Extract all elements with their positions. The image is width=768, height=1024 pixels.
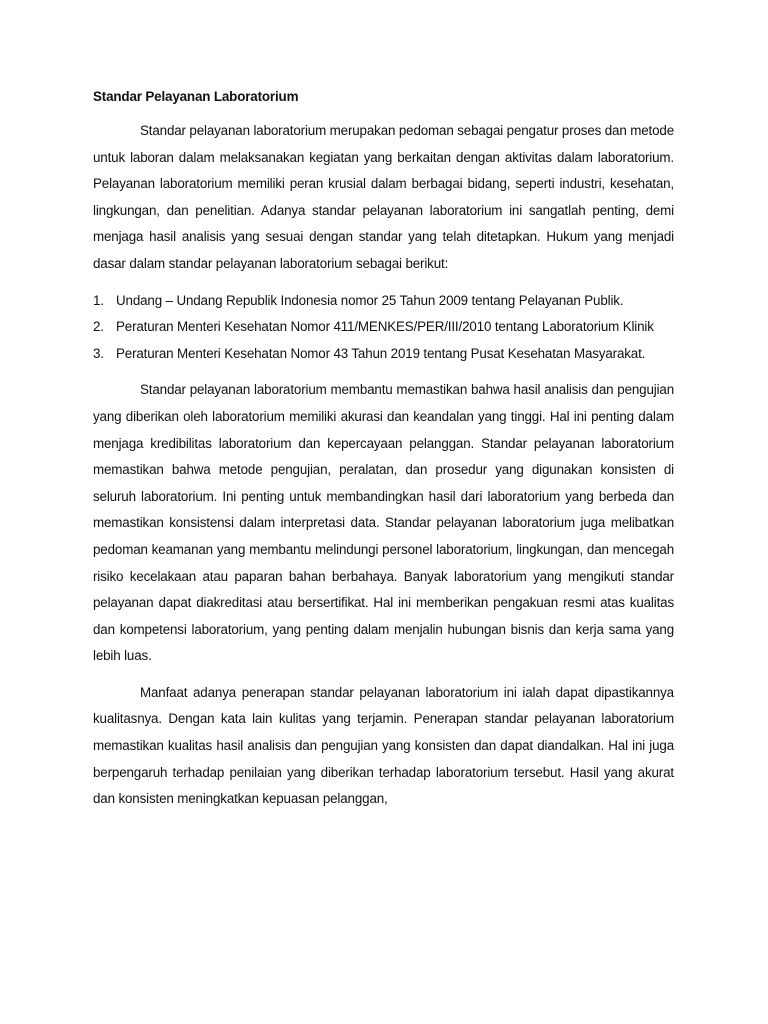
list-item-text: Undang – Undang Republik Indonesia nomor 25 Tahun 2009 tentang Pelayanan Publik. — [116, 292, 624, 308]
list-item — [93, 314, 674, 341]
paragraph-benefits-of-standards: Standar pelayanan laboratorium membantu memastikan bahwa hasil analisis dan pengujian yang diberikan oleh laboratorium memiliki akurasi dan keandalan yang tinggi. Hal ini penting dalam menjaga kredibilitas laboratorium dan kepercayaan pelanggan. Standar pelayanan laboratorium memastikan bahwa metode pengujian, peralatan, dan prosedur yang digunakan konsisten di seluruh laboratorium. Ini penting untuk membandingkan hasil dari laboratorium yang berbeda dan memastikan konsistensi dalam interpretasi data. Standar pelayanan laboratorium juga melibatkan pedoman keamanan yang membantu melindungi personel laboratorium, lingkungan, dan mencegah risiko kecelakaan atau paparan bahan berbahaya. Banyak laboratorium yang mengikuti standar pelayanan dapat diakreditasi atau bersertifikat. Hal ini memberikan pengakuan resmi atas kualitas dan kompetensi laboratorium, yang penting dalam menjalin hubungan bisnis dan kerja sama yang lebih luas. — [93, 382, 674, 664]
list-item-text: Peraturan Menteri Kesehatan Nomor 43 Tahun 2019 tentang Pusat Kesehatan Masyarakat. — [116, 345, 646, 361]
list-item-number: 1. — [93, 292, 104, 308]
document-title: Standar Pelayanan Laboratorium — [93, 89, 299, 104]
list-item — [93, 288, 674, 315]
paragraph-intro: Standar pelayanan laboratorium merupakan pedoman sebagai pengatur proses dan metode untuk laboran dalam melaksanakan kegiatan yang berkaitan dengan aktivitas dalam laboratorium. Pelayanan laboratorium memiliki peran krusial dalam berbagai bidang, seperti industri, kesehatan, lingkungan, dan penelitian. Adanya standar pelayanan laboratorium ini sangatlah penting, demi menjaga hasil analisis yang sesuai dengan standar yang telah ditetapkan. Hukum yang menjadi dasar dalam standar pelayanan laboratorium sebagai berikut: — [93, 123, 674, 271]
list-item-number: 2. — [93, 319, 104, 335]
paragraph-application-benefits: Manfaat adanya penerapan standar pelayanan laboratorium ini ialah dapat dipastikannya kualitasnya. Dengan kata lain kulitas yang terjamin. Penerapan standar pelayanan laboratorium memastikan kualitas hasil analisis dan pengujian yang konsisten dan dapat diandalkan. Hal ini juga berpengaruh terhadap penilaian yang diberikan terhadap laboratorium tersebut. Hasil yang akurat dan konsisten meningkatkan kepuasan pelanggan, — [93, 684, 674, 807]
legal-basis-list — [93, 288, 674, 368]
list-item — [93, 341, 674, 368]
list-item-text: Peraturan Menteri Kesehatan Nomor 411/MENKES/PER/III/2010 tentang Laboratorium Klinik — [116, 319, 654, 335]
document-body — [93, 86, 674, 823]
list-item-number: 3. — [93, 345, 104, 361]
